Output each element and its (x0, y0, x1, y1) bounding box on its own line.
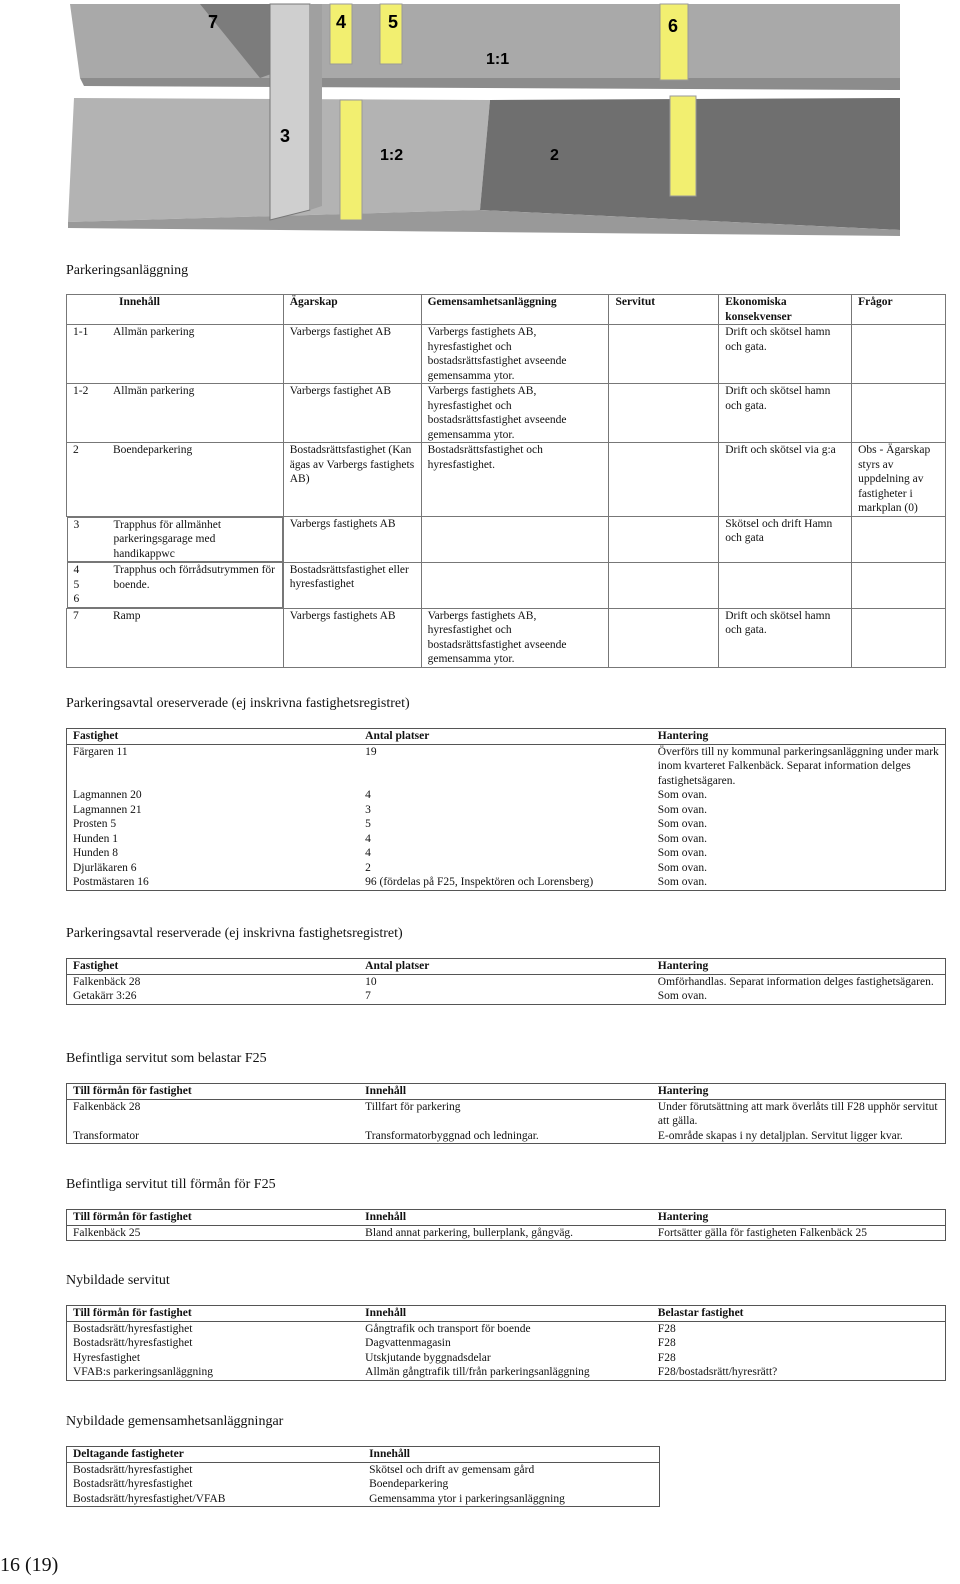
cell-participants: Bostadsrätt/hyresfastighet (73, 1463, 193, 1476)
cell-count: 19 (365, 745, 377, 758)
unreserved-table (66, 728, 946, 891)
cell-beneficiary: Transformator (73, 1129, 140, 1142)
cell-count: 2 (365, 861, 371, 874)
row-servitude (609, 384, 719, 443)
label-5: 5 (388, 12, 399, 32)
header-participants: Deltagande fastigheter (73, 1448, 184, 1460)
header-burdened: Belastar fastighet (657, 1307, 744, 1319)
row-joint: Varbergs fastighets AB, hyresfastighet och bostadsrättsfastighet avseende gemensamma ytor. (421, 384, 609, 443)
header-servitude: Servitut (609, 295, 719, 325)
table-row (67, 832, 946, 847)
row-economy: Drift och skötsel via g:a (719, 443, 852, 517)
cell-burdened: F28 (657, 1322, 676, 1335)
row-economy: Drift och skötsel hamn och gata. (719, 325, 852, 384)
header-content: Innehåll (365, 1211, 407, 1223)
cell-content: Allmän gångtrafik till/från parkeringsanläggning (365, 1366, 590, 1378)
cell-count: 96 (fördelas på F25, Inspektören och Lorensberg) (365, 876, 594, 888)
table-row (67, 974, 946, 989)
unreserved-section-title: Parkeringsavtal oreserverade (ej inskrivna fastighetsregistret) (66, 696, 410, 711)
table-row (67, 744, 946, 788)
row-id: 1-1 (73, 326, 89, 338)
cell-property: Färgaren 11 (73, 745, 128, 758)
cell-content: Skötsel och drift av gemensam gård (369, 1463, 535, 1476)
header-content: Innehåll (365, 1085, 407, 1097)
row-owner: Varbergs fastighets AB (283, 516, 421, 562)
header-beneficiary: Till förmån för fastighet (73, 1211, 192, 1223)
label-7: 7 (208, 12, 219, 32)
cell-handling: Som ovan. (657, 789, 707, 801)
cell-content: Boendeparkering (369, 1478, 449, 1490)
row-content: Allmän parkering (113, 326, 195, 338)
header-content: Innehåll (67, 295, 284, 325)
row-servitude (609, 443, 719, 517)
cell-count: 10 (365, 975, 377, 988)
cell-property: Postmästaren 16 (73, 876, 149, 888)
header-handling: Hantering (657, 960, 709, 972)
label-2: 2 (550, 147, 559, 164)
cell-handling: Som ovan. (657, 861, 707, 874)
row-id: 3 (73, 518, 80, 531)
row-owner: Bostadsrättsfastighet eller hyresfastighet (283, 562, 421, 608)
header-content: Innehåll (369, 1448, 410, 1460)
cell-count: 4 (365, 847, 371, 859)
row-economy: Skötsel och drift Hamn och gata (719, 516, 852, 562)
row-joint (421, 516, 609, 562)
table-row (67, 608, 946, 667)
new-joint-section-title: Nybildade gemensamhetsanläggningar (66, 1414, 284, 1429)
cell-handling: Som ovan. (657, 803, 707, 816)
unreserved-header-row (67, 729, 946, 745)
row-joint: Varbergs fastighets AB, hyresfastighet och bostadsrättsfastighet avseende gemensamma ytor. (421, 608, 609, 667)
table-row (67, 846, 946, 861)
header-questions: Frågor (852, 295, 946, 325)
benefit-section-title: Befintliga servitut till förmån för F25 (66, 1177, 276, 1192)
table-row (67, 788, 946, 803)
cell-content: Gångtrafik och transport för boende (365, 1322, 531, 1335)
row-economy: Drift och skötsel hamn och gata. (719, 608, 852, 667)
cell-property: Hunden 1 (73, 832, 119, 845)
cell-content: Dagvattenmagasin (365, 1337, 451, 1349)
row-content: Allmän parkering (113, 385, 195, 397)
row-owner: Varbergs fastighets AB (283, 608, 421, 667)
header-handling: Hantering (657, 730, 709, 742)
parking-section-title: Parkeringsanläggning (66, 263, 189, 278)
row-content: Trapphus för allmänhet parkeringsgarage med handikappwc (113, 518, 222, 560)
table-row (67, 1099, 946, 1129)
row-economy (719, 562, 852, 608)
page-number: 16 (19) (0, 1554, 59, 1576)
upper-slab-edge (80, 78, 900, 90)
cell-property: Lagmannen 21 (73, 803, 142, 816)
cell-handling: E-område skapas i ny detaljplan. Servitut ligger kvar. (657, 1129, 903, 1142)
table-row (67, 1336, 946, 1351)
label-1-1: 1:1 (486, 51, 510, 68)
row-owner: Varbergs fastighet AB (283, 384, 421, 443)
cell-handling: Under förutsättning att mark överlåts till F28 upphör servitut att gälla. (657, 1100, 938, 1127)
burden-section-title: Befintliga servitut som belastar F25 (66, 1051, 267, 1066)
table-row (67, 1351, 946, 1366)
table-row (67, 861, 946, 876)
benefit-table (66, 1209, 946, 1241)
header-beneficiary: Till förmån för fastighet (73, 1085, 192, 1097)
table-row (67, 1492, 660, 1507)
table-row (67, 1477, 660, 1492)
row-id: 2 (73, 444, 79, 456)
cell-content: Bland annat parkering, bullerplank, gångväg. (365, 1226, 574, 1239)
header-content: Innehåll (365, 1307, 407, 1319)
row-owner: Varbergs fastighet AB (283, 325, 421, 384)
cell-handling: Som ovan. (657, 990, 707, 1002)
row-content: Boendeparkering (113, 444, 193, 456)
reserved-table (66, 958, 946, 1005)
cell-count: 3 (365, 803, 371, 816)
row-questions (852, 562, 946, 608)
row-servitude (609, 562, 719, 608)
cell-beneficiary: Falkenbäck 25 (73, 1226, 141, 1239)
cell-burdened: F28 (657, 1351, 676, 1364)
table-row (67, 1225, 946, 1241)
cell-content: Transformatorbyggnad och ledningar. (365, 1129, 539, 1142)
header-count: Antal platser (365, 960, 430, 972)
table-row (67, 562, 946, 608)
header-joint: Gemensamhetsanläggning (421, 295, 609, 325)
new-servitude-section-title: Nybildade servitut (66, 1273, 170, 1288)
new-joint-header-row (67, 1447, 660, 1463)
header-handling: Hantering (657, 1211, 709, 1223)
cell-handling: Överförs till ny kommunal parkeringsanläggning under mark inom kvarteret Falkenbäck. Separat information delges fastighetsägaren. (657, 745, 939, 787)
cell-property: Djurläkaren 6 (73, 861, 137, 874)
cell-handling: Som ovan. (657, 847, 707, 859)
row-id: 7 (73, 609, 79, 622)
cell-beneficiary: VFAB:s parkeringsanläggning (73, 1366, 214, 1378)
table-row (67, 516, 946, 562)
benefit-header-row (67, 1210, 946, 1226)
row-joint: Varbergs fastighets AB, hyresfastighet och bostadsrättsfastighet avseende gemensamma ytor. (421, 325, 609, 384)
cell-burdened: F28/bostadsrätt/hyresrätt? (657, 1366, 778, 1378)
row-servitude (609, 325, 719, 384)
table-row (67, 1321, 946, 1336)
table-row (67, 989, 946, 1004)
cell-count: 4 (365, 789, 371, 801)
row-questions (852, 384, 946, 443)
cell-beneficiary: Bostadsrätt/hyresfastighet (73, 1322, 193, 1335)
row-questions (852, 325, 946, 384)
row-id: 4 5 6 (73, 564, 80, 605)
label-4: 4 (336, 12, 347, 32)
cell-count: 7 (365, 990, 371, 1002)
table-row (67, 817, 946, 832)
row-questions (852, 608, 946, 667)
burden-table (66, 1083, 946, 1144)
header-owner: Ägarskap (283, 295, 421, 325)
cell-handling: Fortsätter gälla för fastigheten Falkenbäck 25 (657, 1226, 867, 1239)
header-property: Fastighet (73, 730, 119, 742)
row-owner: Bostadsrättsfastighet (Kan ägas av Varbergs fastighets AB) (283, 443, 421, 517)
label-3: 3 (280, 126, 291, 146)
row-servitude (609, 516, 719, 562)
cell-beneficiary: Bostadsrätt/hyresfastighet (73, 1337, 193, 1349)
cell-property: Prosten 5 (73, 818, 117, 830)
reserved-header-row (67, 959, 946, 975)
column-3 (270, 4, 310, 220)
row-servitude (609, 608, 719, 667)
cell-beneficiary: Hyresfastighet (73, 1351, 141, 1364)
row-id: 1-2 (73, 385, 89, 397)
cell-participants: Bostadsrätt/hyresfastighet (73, 1478, 193, 1490)
table-row (67, 325, 946, 384)
label-1-2: 1:2 (380, 147, 404, 164)
cell-participants: Bostadsrätt/hyresfastighet/VFAB (73, 1492, 226, 1505)
upper-slab-top (70, 4, 900, 78)
row-questions (852, 516, 946, 562)
header-property: Fastighet (73, 960, 119, 972)
parking-table (66, 294, 946, 668)
row-economy: Drift och skötsel hamn och gata. (719, 384, 852, 443)
new-joint-table (66, 1446, 660, 1507)
new-servitude-table (66, 1305, 946, 1381)
table-row (67, 803, 946, 818)
cell-content: Utskjutande byggnadsdelar (365, 1351, 491, 1364)
cell-property: Lagmannen 20 (73, 789, 142, 801)
header-handling: Hantering (657, 1085, 709, 1097)
cell-content: Tillfart för parkering (365, 1100, 461, 1113)
cell-count: 5 (365, 818, 371, 830)
cell-handling: Som ovan. (657, 832, 707, 845)
parking-header-row (67, 295, 946, 325)
header-economy: Ekonomiska konsekvenser (719, 295, 852, 325)
cell-handling: Som ovan. (657, 876, 707, 888)
table-row (67, 1129, 946, 1144)
row-content: Ramp (113, 609, 141, 622)
cell-burdened: F28 (657, 1337, 676, 1349)
cell-handling: Som ovan. (657, 818, 707, 830)
new-servitude-header-row (67, 1306, 946, 1322)
cell-count: 4 (365, 832, 371, 845)
column-4-lower (340, 100, 362, 220)
cell-property: Hunden 8 (73, 847, 119, 859)
cell-content: Gemensamma ytor i parkeringsanläggning (369, 1492, 565, 1505)
cell-beneficiary: Falkenbäck 28 (73, 1100, 141, 1113)
table-row (67, 384, 946, 443)
row-content: Trapphus och förrådsutrymmen för boende. (113, 564, 276, 591)
cell-property: Falkenbäck 28 (73, 975, 141, 988)
column-6-lower (670, 96, 696, 196)
burden-header-row (67, 1084, 946, 1100)
label-6: 6 (668, 16, 679, 36)
header-beneficiary: Till förmån för fastighet (73, 1307, 192, 1319)
reserved-section-title: Parkeringsavtal reserverade (ej inskrivna fastighetsregistret) (66, 926, 403, 941)
header-count: Antal platser (365, 730, 430, 742)
table-row (67, 1365, 946, 1380)
cell-handling: Omförhandlas. Separat information delges fastighetsägaren. (657, 975, 934, 988)
parking-structure-illustration (60, 0, 910, 238)
cell-property: Getakärr 3:26 (73, 990, 137, 1002)
table-row (67, 1462, 660, 1477)
row-questions: Obs - Ägarskap styrs av uppdelning av fastigheter i markplan (0) (852, 443, 946, 517)
row-joint: Bostadsrättsfastighet och hyresfastighet. (421, 443, 609, 517)
table-row (67, 875, 946, 890)
table-row (67, 443, 946, 517)
row-joint (421, 562, 609, 608)
